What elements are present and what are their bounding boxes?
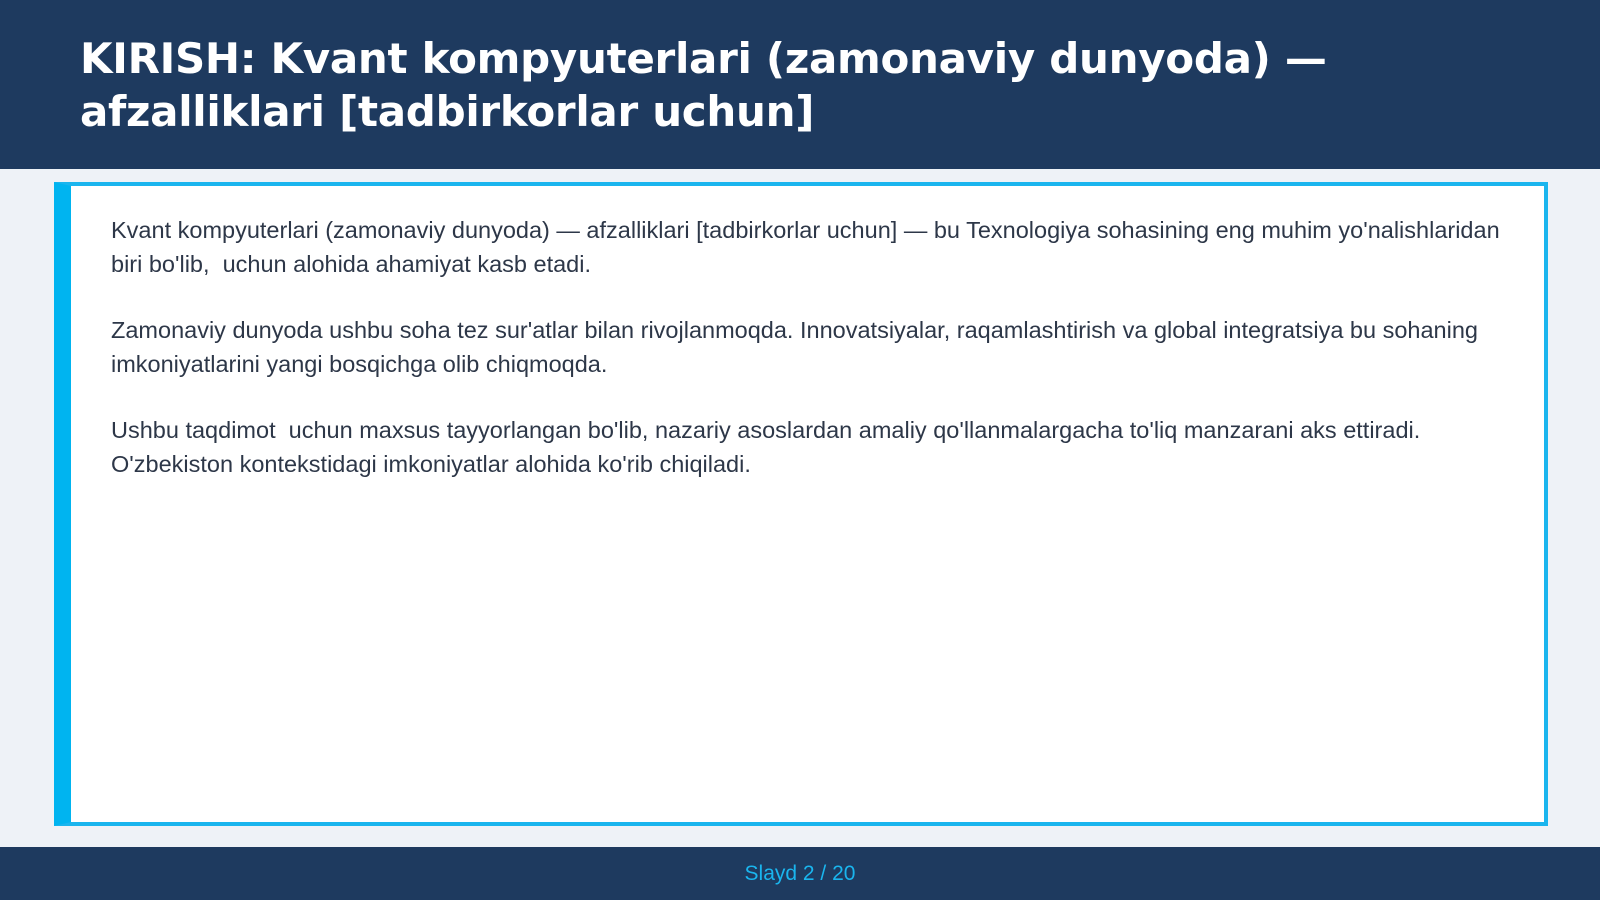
slide-footer (0, 847, 1600, 900)
slide-title: KIRISH: Kvant kompyuterlari (zamonaviy dunyoda) — afzalliklari [tadbirkorlar uchun] (80, 34, 1327, 136)
content-paragraph-2: Zamonaviy dunyoda ushbu soha tez sur'atlar bilan rivojlanmoqda. Innovatsiyalar, raqamlashtirish va global integratsiya bu sohaning imkoniyatlarini yangi bosqichga olib chiqmoqda. (111, 317, 1485, 377)
content-paragraph-3: Ushbu taqdimot uchun maxsus tayyorlangan bo'lib, nazariy asoslardan amaliy qo'llanmalargacha to'liq manzarani aks ettiradi. O'zbekiston kontekstidagi imkoniyatlar alohida ko'rib chiqiladi. (111, 417, 1427, 477)
content-box (54, 182, 1548, 826)
slide-counter: Slayd 2 / 20 (744, 861, 856, 885)
slide-header (0, 0, 1600, 169)
content-paragraph-1: Kvant kompyuterlari (zamonaviy dunyoda) — afzalliklari [tadbirkorlar uchun] — bu Texnologiya sohasining eng muhim yo'nalishlaridan biri bo'lib, uchun alohida ahamiyat kasb etadi. (111, 217, 1507, 277)
